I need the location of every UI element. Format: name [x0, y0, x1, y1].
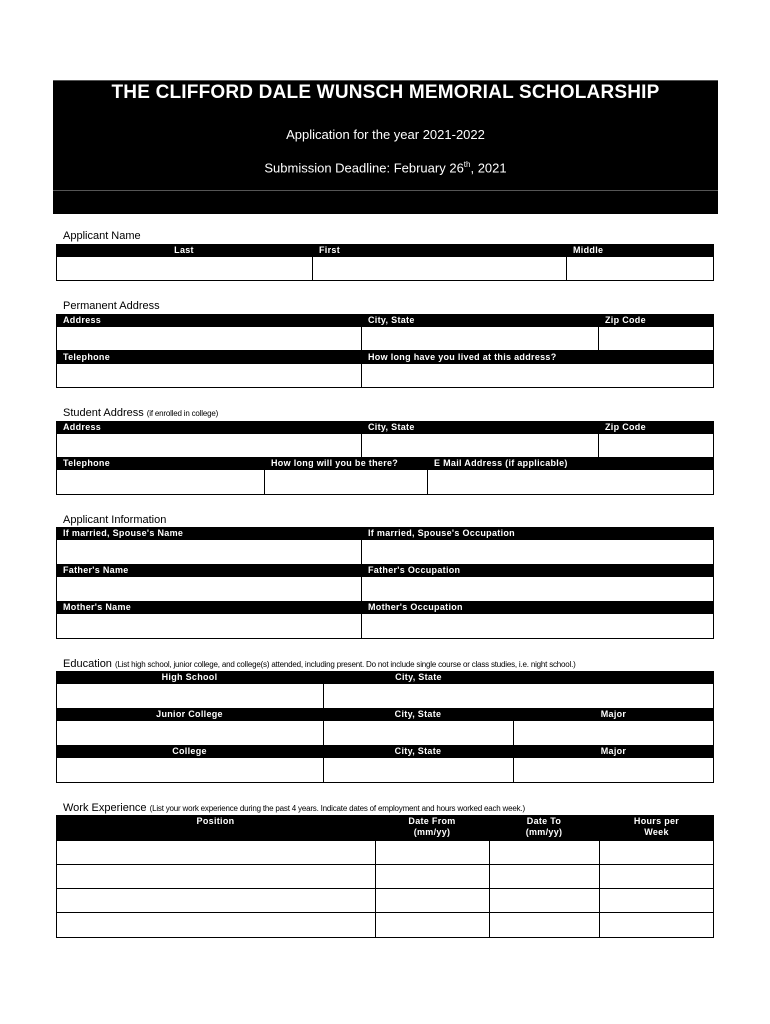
- student-address-field[interactable]: [56, 433, 362, 458]
- high-school-field[interactable]: [56, 683, 324, 709]
- mother-occupation-label: Mother's Occupation: [361, 601, 714, 614]
- middle-name-field[interactable]: [566, 256, 714, 281]
- c-major-field[interactable]: [513, 757, 714, 783]
- student-city-state-field[interactable]: [361, 433, 599, 458]
- work-date-from-field[interactable]: [375, 840, 490, 865]
- student-how-long-label: How long will you be there?: [264, 457, 427, 470]
- work-position-field[interactable]: [56, 864, 376, 889]
- student-zip-label: Zip Code: [598, 421, 714, 434]
- section-work-experience: Work Experience (List your work experience during the past 4 years. Indicate dates of employment and hours worked each week.): [63, 802, 525, 814]
- section-education: Education (List high school, junior college, and college(s) attended, including present. Do not include single course or class studies, i.e. night school.): [63, 658, 576, 670]
- mother-name-field[interactable]: [56, 613, 362, 639]
- student-email-label: E Mail Address (if applicable): [427, 457, 714, 470]
- college-label: College: [56, 745, 323, 758]
- section-applicant-name: Applicant Name: [63, 230, 141, 242]
- last-name-field[interactable]: [56, 256, 313, 281]
- form-title: THE CLIFFORD DALE WUNSCH MEMORIAL SCHOLARSHIP: [111, 82, 660, 103]
- perm-how-long-label: How long have you lived at this address?: [361, 351, 714, 364]
- high-school-label: High School: [56, 671, 323, 684]
- application-year: Application for the year 2021-2022: [286, 127, 485, 142]
- work-hours-field[interactable]: [599, 840, 714, 865]
- hours-per-week-header: Hours per Week: [599, 815, 714, 840]
- last-name-label: Last: [56, 244, 312, 257]
- college-field[interactable]: [56, 757, 324, 783]
- c-major-label: Major: [513, 745, 714, 758]
- jc-city-state-label: City, State: [323, 708, 513, 721]
- spouse-name-label: If married, Spouse's Name: [56, 527, 361, 540]
- work-position-field[interactable]: [56, 840, 376, 865]
- submission-deadline: Submission Deadline: February 26th, 2021: [264, 160, 507, 176]
- date-from-header: Date From (mm/yy): [375, 815, 489, 840]
- position-header: Position: [56, 815, 375, 840]
- student-city-state-label: City, State: [361, 421, 598, 434]
- first-name-label: First: [312, 244, 566, 257]
- hs-city-state-field[interactable]: [323, 683, 714, 709]
- perm-zip-field[interactable]: [598, 326, 714, 351]
- jc-major-field[interactable]: [513, 720, 714, 746]
- work-date-from-field[interactable]: [375, 888, 490, 913]
- jc-major-label: Major: [513, 708, 714, 721]
- work-position-field[interactable]: [56, 912, 376, 938]
- father-name-label: Father's Name: [56, 564, 361, 577]
- work-hours-field[interactable]: [599, 864, 714, 889]
- student-address-label: Address: [56, 421, 361, 434]
- work-date-to-field[interactable]: [489, 840, 600, 865]
- header-banner: [53, 80, 718, 214]
- c-city-state-label: City, State: [323, 745, 513, 758]
- section-permanent-address: Permanent Address: [63, 300, 160, 312]
- student-email-field[interactable]: [427, 469, 714, 495]
- date-to-header: Date To (mm/yy): [489, 815, 599, 840]
- father-occupation-label: Father's Occupation: [361, 564, 714, 577]
- spouse-name-field[interactable]: [56, 539, 362, 565]
- student-telephone-label: Telephone: [56, 457, 264, 470]
- junior-college-label: Junior College: [56, 708, 323, 721]
- hs-city-state-label: City, State: [323, 671, 714, 684]
- junior-college-field[interactable]: [56, 720, 324, 746]
- spouse-occupation-label: If married, Spouse's Occupation: [361, 527, 714, 540]
- perm-zip-label: Zip Code: [598, 314, 714, 327]
- spouse-occupation-field[interactable]: [361, 539, 714, 565]
- student-telephone-field[interactable]: [56, 469, 265, 495]
- perm-telephone-field[interactable]: [56, 363, 362, 388]
- father-name-field[interactable]: [56, 576, 362, 602]
- middle-name-label: Middle: [566, 244, 714, 257]
- work-date-from-field[interactable]: [375, 912, 490, 938]
- work-date-to-field[interactable]: [489, 912, 600, 938]
- student-how-long-field[interactable]: [264, 469, 428, 495]
- work-hours-field[interactable]: [599, 888, 714, 913]
- perm-city-state-field[interactable]: [361, 326, 599, 351]
- father-occupation-field[interactable]: [361, 576, 714, 602]
- c-city-state-field[interactable]: [323, 757, 514, 783]
- perm-city-state-label: City, State: [361, 314, 598, 327]
- work-position-field[interactable]: [56, 888, 376, 913]
- mother-name-label: Mother's Name: [56, 601, 361, 614]
- jc-city-state-field[interactable]: [323, 720, 514, 746]
- mother-occupation-field[interactable]: [361, 613, 714, 639]
- work-date-to-field[interactable]: [489, 864, 600, 889]
- work-date-to-field[interactable]: [489, 888, 600, 913]
- perm-how-long-field[interactable]: [361, 363, 714, 388]
- perm-telephone-label: Telephone: [56, 351, 361, 364]
- work-date-from-field[interactable]: [375, 864, 490, 889]
- work-hours-field[interactable]: [599, 912, 714, 938]
- student-zip-field[interactable]: [598, 433, 714, 458]
- section-student-address: Student Address (if enrolled in college): [63, 407, 219, 419]
- section-applicant-information: Applicant Information: [63, 514, 167, 526]
- perm-address-field[interactable]: [56, 326, 362, 351]
- first-name-field[interactable]: [312, 256, 567, 281]
- perm-address-label: Address: [56, 314, 361, 327]
